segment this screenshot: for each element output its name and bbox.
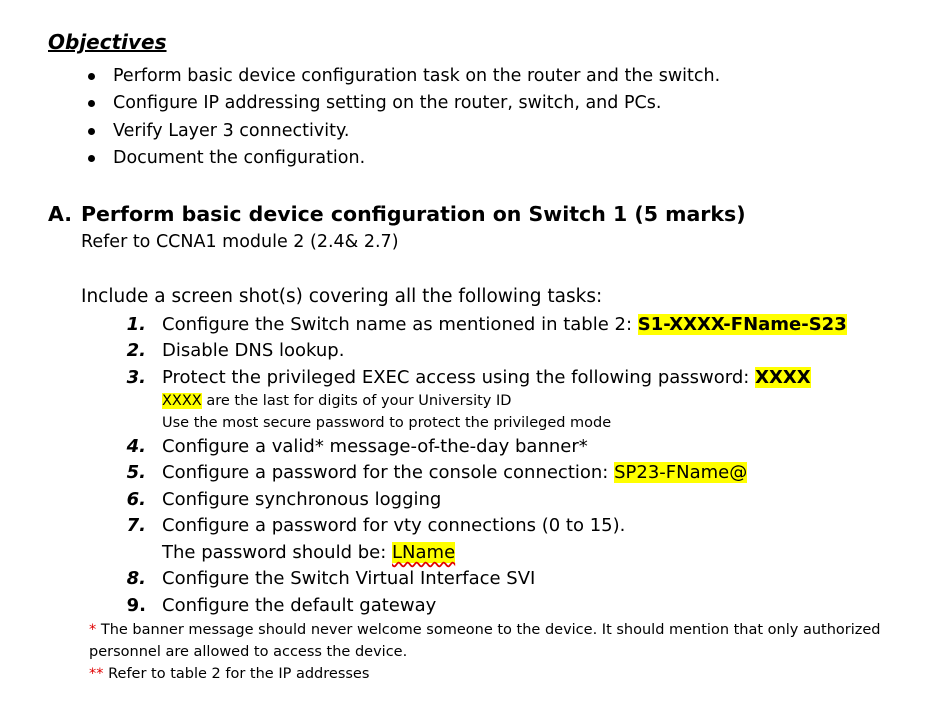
console-password-highlight: SP23-FName@ — [614, 462, 748, 483]
task-item — [162, 314, 847, 335]
task-number: 1. — [126, 314, 146, 335]
bullet-icon — [88, 73, 95, 80]
task-item — [162, 462, 747, 483]
footnote-banner-cont: personnel are allowed to access the device. — [89, 644, 408, 660]
objective-item: Configure IP addressing setting on the router, switch, and PCs. — [113, 93, 662, 113]
footnote-text: Refer to table 2 for the IP addresses — [103, 666, 370, 682]
task-item: Configure the Switch Virtual Interface SVI — [162, 568, 536, 589]
task3-note — [162, 393, 511, 409]
section-a-title: Perform basic device configuration on Switch 1 (5 marks) — [81, 202, 746, 226]
task7-continuation — [162, 542, 455, 563]
task-text: Configure a password for the console connection: — [162, 462, 615, 483]
task-item: Configure a password for vty connections (0 to 15). — [162, 515, 626, 536]
footnote-ip — [89, 666, 369, 682]
task-item: Disable DNS lookup. — [162, 340, 345, 361]
section-a-letter: A. — [48, 202, 73, 226]
objective-item: Document the configuration. — [113, 148, 366, 168]
task-number: 4. — [126, 436, 146, 457]
task-number: 9. — [126, 595, 146, 616]
objective-item: Verify Layer 3 connectivity. — [113, 121, 350, 141]
objective-item: Perform basic device configuration task on the router and the switch. — [113, 66, 721, 86]
footnote-text: The banner message should never welcome someone to the device. It should mention that only authorized — [96, 622, 881, 638]
task3-note-text: are the last for digits of your University ID — [201, 393, 512, 409]
task-number: 3. — [126, 367, 146, 388]
objectives-heading: Objectives — [48, 30, 167, 54]
footnote-star: ** — [89, 666, 104, 682]
vty-password-highlight: LName — [392, 542, 456, 563]
task-number: 6. — [126, 489, 146, 510]
footnote-star: * — [89, 622, 97, 638]
task-item — [162, 367, 811, 388]
task7-cont-text: The password should be: — [162, 542, 393, 563]
task-item: Configure the default gateway — [162, 595, 437, 616]
task-number: 2. — [126, 340, 146, 361]
section-a-reference: Refer to CCNA1 module 2 (2.4& 2.7) — [81, 232, 399, 252]
bullet-icon — [88, 128, 95, 135]
tasks-intro: Include a screen shot(s) covering all the following tasks: — [81, 286, 603, 307]
bullet-icon — [88, 155, 95, 162]
switch-name-highlight: S1-XXXX-FName-S23 — [637, 314, 847, 335]
bullet-icon — [88, 100, 95, 107]
task-text: Protect the privileged EXEC access using the following password: — [162, 367, 756, 388]
task3-note2: Use the most secure password to protect the privileged mode — [162, 415, 612, 431]
task-number: 5. — [126, 462, 146, 483]
footnote-banner — [89, 622, 881, 638]
task-text: Configure the Switch name as mentioned in table 2: — [162, 314, 638, 335]
task-item: Configure synchronous logging — [162, 489, 442, 510]
id-digits-highlight: XXXX — [162, 393, 202, 409]
exec-password-highlight: XXXX — [755, 367, 811, 388]
task-number: 8. — [126, 568, 146, 589]
task-number: 7. — [126, 515, 146, 536]
task-item: Configure a valid* message-of-the-day banner* — [162, 436, 588, 457]
